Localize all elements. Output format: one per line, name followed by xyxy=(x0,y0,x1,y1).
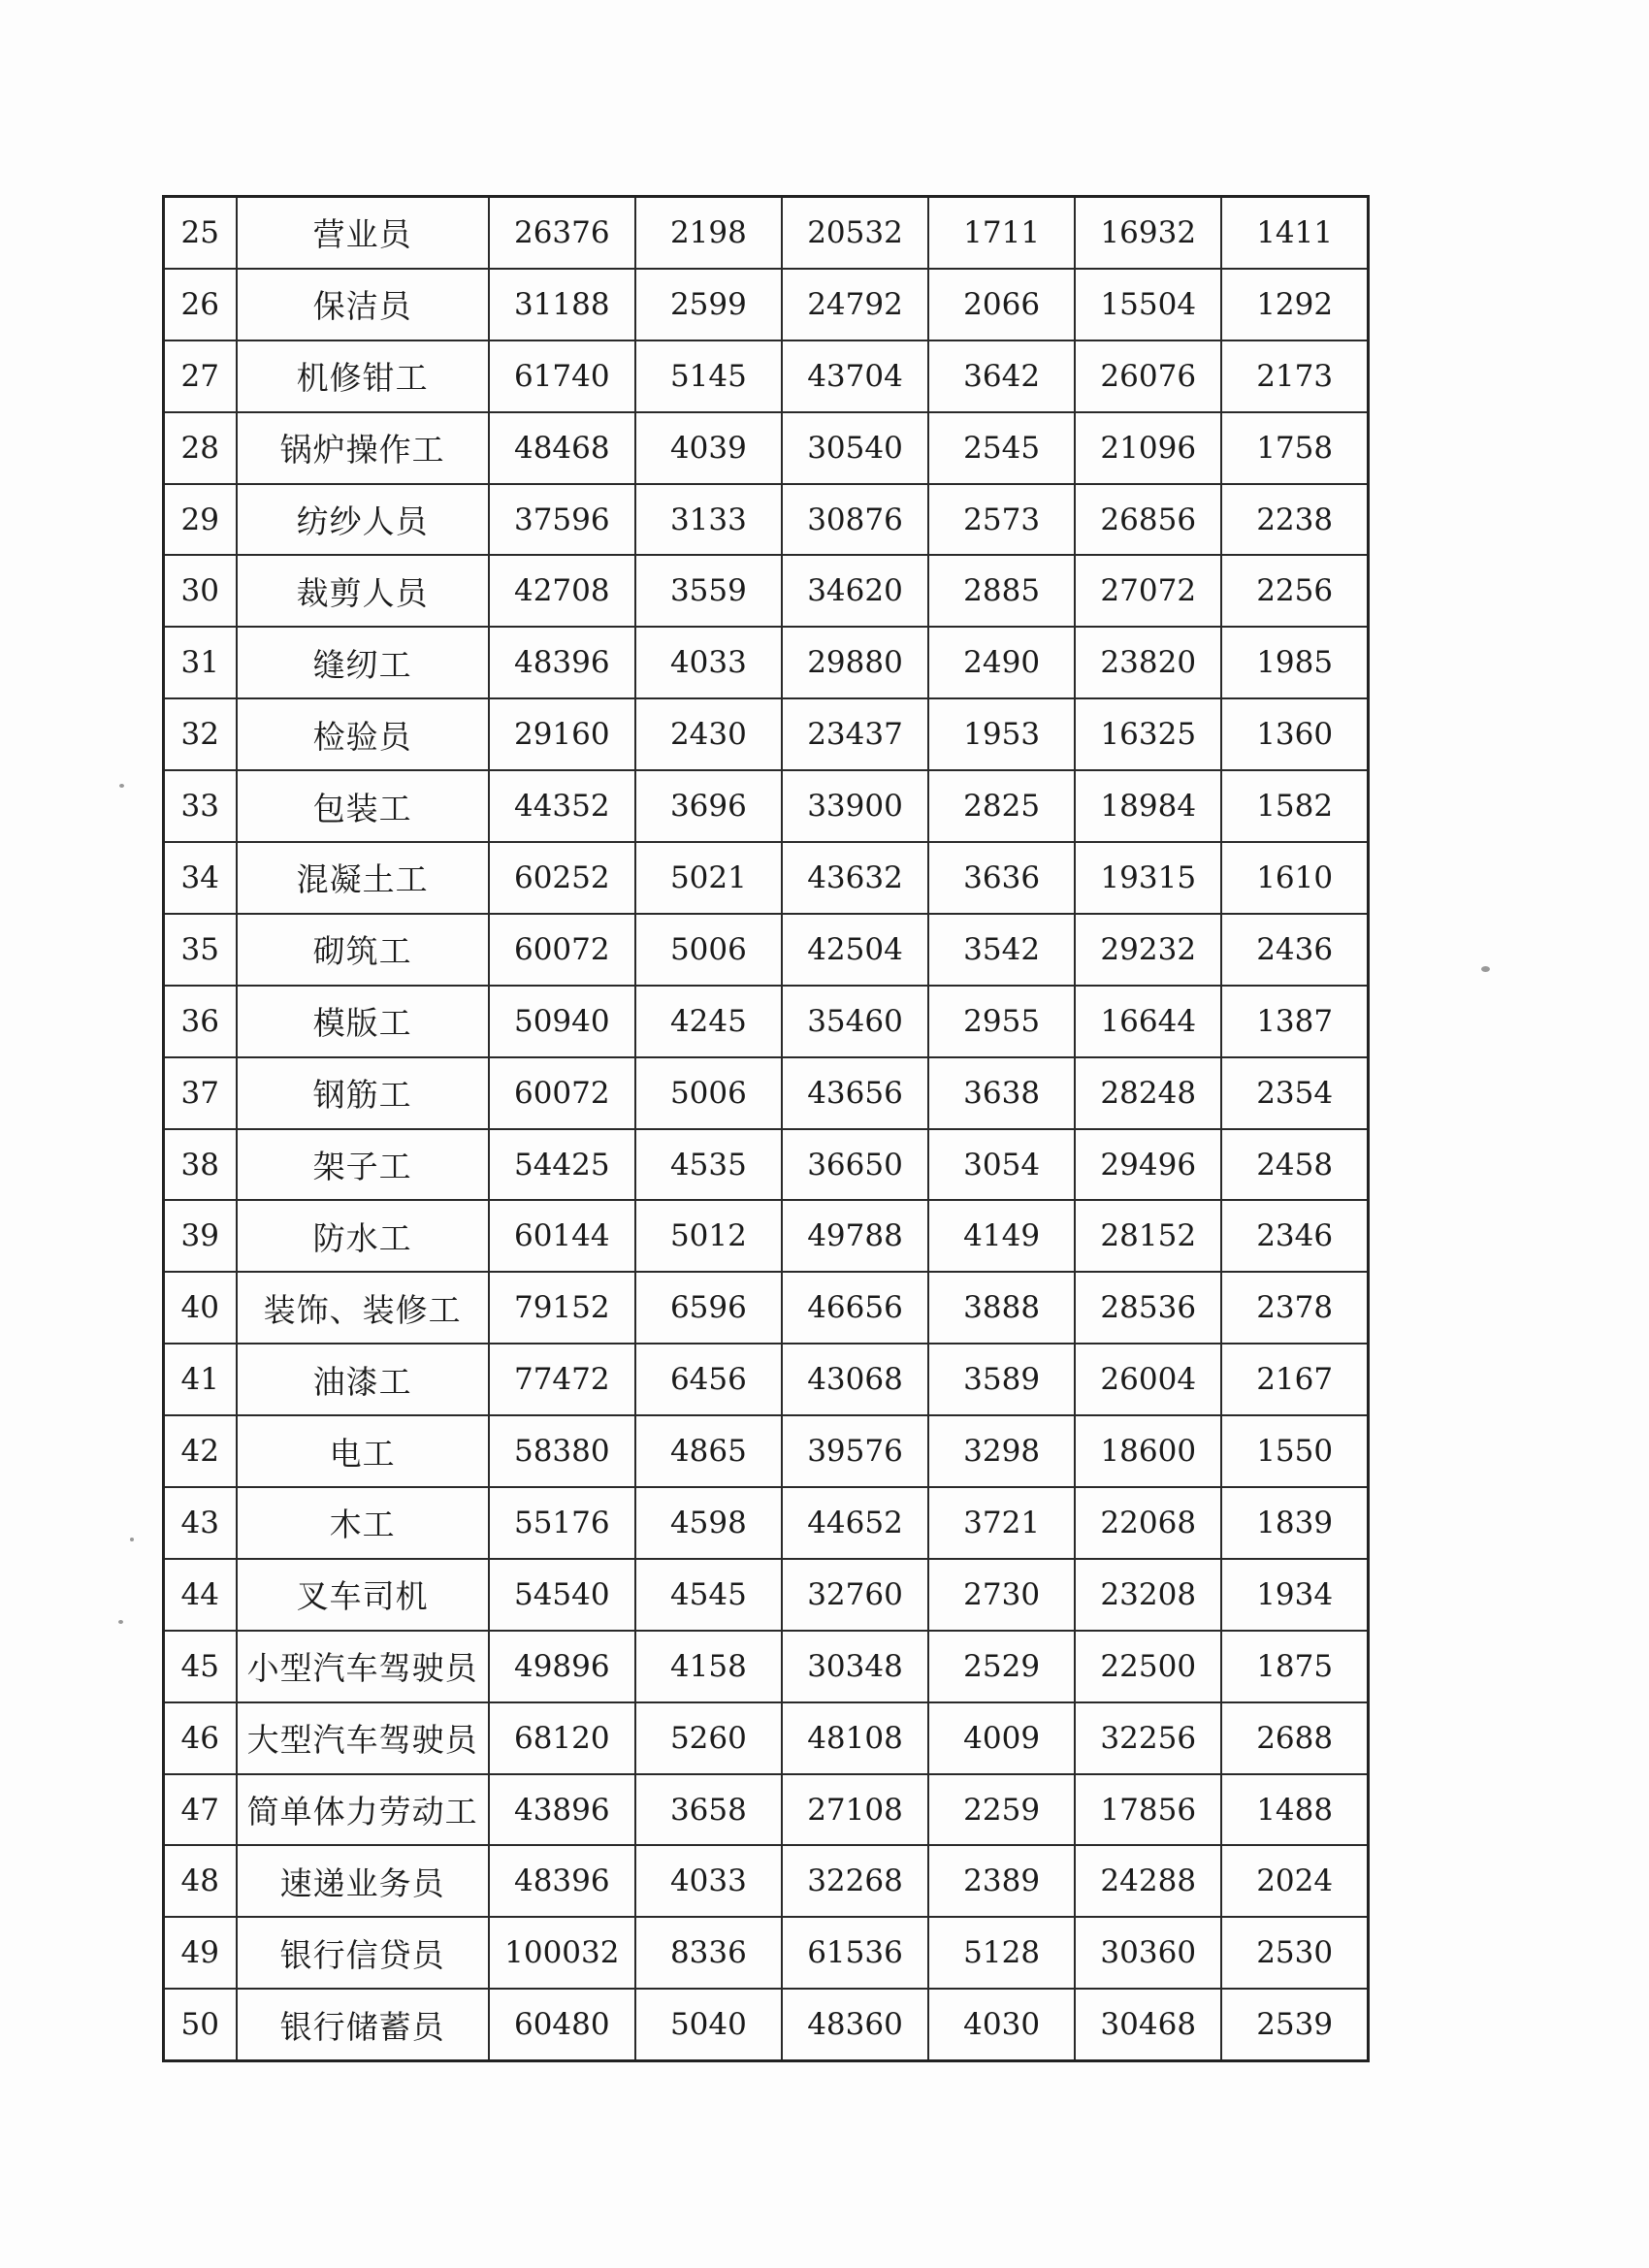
value-cell-col-3: 43068 xyxy=(782,1344,928,1415)
occupation-name-cell: 油漆工 xyxy=(237,1344,489,1415)
value-cell-col-6: 2688 xyxy=(1221,1702,1368,1774)
value-cell-col-3: 43632 xyxy=(782,842,928,914)
value-cell-col-5: 28536 xyxy=(1075,1272,1221,1344)
value-cell-col-2: 4545 xyxy=(635,1559,782,1631)
value-cell-col-3: 48360 xyxy=(782,1989,928,2060)
occupation-name-cell: 营业员 xyxy=(237,197,489,269)
value-cell-col-2: 5260 xyxy=(635,1702,782,1774)
value-cell-col-2: 4033 xyxy=(635,627,782,698)
value-cell-col-6: 2530 xyxy=(1221,1917,1368,1989)
value-cell-col-3: 61536 xyxy=(782,1917,928,1989)
occupation-name-cell: 装饰、装修工 xyxy=(237,1272,489,1344)
scan-speck xyxy=(1481,966,1490,972)
table-row xyxy=(164,1344,1369,1415)
value-cell-col-3: 49788 xyxy=(782,1200,928,1272)
row-number-cell: 46 xyxy=(164,1702,237,1774)
value-cell-col-6: 1610 xyxy=(1221,842,1368,914)
table-row xyxy=(164,698,1369,770)
value-cell-col-4: 3054 xyxy=(928,1129,1075,1201)
value-cell-col-3: 30540 xyxy=(782,412,928,484)
value-cell-col-2: 5145 xyxy=(635,340,782,412)
value-cell-col-4: 4149 xyxy=(928,1200,1075,1272)
value-cell-col-3: 39576 xyxy=(782,1415,928,1487)
value-cell-col-1: 31188 xyxy=(489,269,635,340)
table-row xyxy=(164,1415,1369,1487)
value-cell-col-6: 2354 xyxy=(1221,1057,1368,1129)
table-row xyxy=(164,986,1369,1057)
value-cell-col-4: 3721 xyxy=(928,1487,1075,1559)
value-cell-col-3: 30348 xyxy=(782,1631,928,1702)
row-number-cell: 37 xyxy=(164,1057,237,1129)
table-row xyxy=(164,412,1369,484)
value-cell-col-1: 60072 xyxy=(489,1057,635,1129)
value-cell-col-6: 2256 xyxy=(1221,555,1368,627)
value-cell-col-6: 1387 xyxy=(1221,986,1368,1057)
value-cell-col-2: 3658 xyxy=(635,1774,782,1846)
occupation-name-cell: 保洁员 xyxy=(237,269,489,340)
value-cell-col-1: 37596 xyxy=(489,484,635,556)
row-number-cell: 31 xyxy=(164,627,237,698)
table-body xyxy=(164,197,1369,2061)
value-cell-col-5: 17856 xyxy=(1075,1774,1221,1846)
value-cell-col-5: 22068 xyxy=(1075,1487,1221,1559)
value-cell-col-2: 4158 xyxy=(635,1631,782,1702)
value-cell-col-4: 2529 xyxy=(928,1631,1075,1702)
value-cell-col-4: 5128 xyxy=(928,1917,1075,1989)
table-row xyxy=(164,340,1369,412)
value-cell-col-6: 1985 xyxy=(1221,627,1368,698)
value-cell-col-2: 4865 xyxy=(635,1415,782,1487)
occupation-name-cell: 锅炉操作工 xyxy=(237,412,489,484)
value-cell-col-1: 54425 xyxy=(489,1129,635,1201)
occupation-name-cell: 叉车司机 xyxy=(237,1559,489,1631)
value-cell-col-1: 43896 xyxy=(489,1774,635,1846)
occupation-name-cell: 钢筋工 xyxy=(237,1057,489,1129)
value-cell-col-5: 30468 xyxy=(1075,1989,1221,2060)
value-cell-col-4: 3542 xyxy=(928,914,1075,986)
row-number-cell: 44 xyxy=(164,1559,237,1631)
value-cell-col-3: 34620 xyxy=(782,555,928,627)
occupation-name-cell: 检验员 xyxy=(237,698,489,770)
occupation-name-cell: 防水工 xyxy=(237,1200,489,1272)
value-cell-col-6: 1758 xyxy=(1221,412,1368,484)
value-cell-col-4: 2573 xyxy=(928,484,1075,556)
row-number-cell: 26 xyxy=(164,269,237,340)
value-cell-col-5: 26004 xyxy=(1075,1344,1221,1415)
value-cell-col-4: 1711 xyxy=(928,197,1075,269)
value-cell-col-1: 79152 xyxy=(489,1272,635,1344)
value-cell-col-5: 29496 xyxy=(1075,1129,1221,1201)
occupation-name-cell: 速递业务员 xyxy=(237,1845,489,1917)
occupation-name-cell: 银行信贷员 xyxy=(237,1917,489,1989)
value-cell-col-3: 23437 xyxy=(782,698,928,770)
value-cell-col-4: 2259 xyxy=(928,1774,1075,1846)
scan-speck xyxy=(118,1620,123,1624)
value-cell-col-5: 16644 xyxy=(1075,986,1221,1057)
value-cell-col-2: 4598 xyxy=(635,1487,782,1559)
value-cell-col-6: 1839 xyxy=(1221,1487,1368,1559)
value-cell-col-5: 15504 xyxy=(1075,269,1221,340)
value-cell-col-1: 44352 xyxy=(489,770,635,842)
table-row xyxy=(164,484,1369,556)
value-cell-col-5: 27072 xyxy=(1075,555,1221,627)
value-cell-col-4: 3589 xyxy=(928,1344,1075,1415)
value-cell-col-6: 1292 xyxy=(1221,269,1368,340)
row-number-cell: 42 xyxy=(164,1415,237,1487)
occupation-name-cell: 银行储蓄员 xyxy=(237,1989,489,2060)
row-number-cell: 29 xyxy=(164,484,237,556)
value-cell-col-1: 60144 xyxy=(489,1200,635,1272)
row-number-cell: 35 xyxy=(164,914,237,986)
table-row xyxy=(164,770,1369,842)
value-cell-col-3: 24792 xyxy=(782,269,928,340)
value-cell-col-5: 22500 xyxy=(1075,1631,1221,1702)
value-cell-col-5: 23820 xyxy=(1075,627,1221,698)
occupation-name-cell: 包装工 xyxy=(237,770,489,842)
value-cell-col-6: 2436 xyxy=(1221,914,1368,986)
occupation-name-cell: 砌筑工 xyxy=(237,914,489,986)
occupation-name-cell: 简单体力劳动工 xyxy=(237,1774,489,1846)
value-cell-col-1: 48468 xyxy=(489,412,635,484)
table-row xyxy=(164,842,1369,914)
occupation-name-cell: 架子工 xyxy=(237,1129,489,1201)
row-number-cell: 33 xyxy=(164,770,237,842)
value-cell-col-2: 2198 xyxy=(635,197,782,269)
value-cell-col-2: 4039 xyxy=(635,412,782,484)
value-cell-col-4: 2730 xyxy=(928,1559,1075,1631)
value-cell-col-3: 32760 xyxy=(782,1559,928,1631)
value-cell-col-6: 2173 xyxy=(1221,340,1368,412)
value-cell-col-5: 29232 xyxy=(1075,914,1221,986)
value-cell-col-6: 2378 xyxy=(1221,1272,1368,1344)
value-cell-col-6: 2346 xyxy=(1221,1200,1368,1272)
value-cell-col-3: 42504 xyxy=(782,914,928,986)
row-number-cell: 25 xyxy=(164,197,237,269)
value-cell-col-6: 1411 xyxy=(1221,197,1368,269)
value-cell-col-6: 2539 xyxy=(1221,1989,1368,2060)
row-number-cell: 47 xyxy=(164,1774,237,1846)
value-cell-col-4: 3642 xyxy=(928,340,1075,412)
row-number-cell: 38 xyxy=(164,1129,237,1201)
value-cell-col-3: 43704 xyxy=(782,340,928,412)
table-row xyxy=(164,1200,1369,1272)
row-number-cell: 39 xyxy=(164,1200,237,1272)
value-cell-col-1: 42708 xyxy=(489,555,635,627)
row-number-cell: 27 xyxy=(164,340,237,412)
value-cell-col-1: 48396 xyxy=(489,627,635,698)
table-row xyxy=(164,555,1369,627)
value-cell-col-6: 2167 xyxy=(1221,1344,1368,1415)
occupation-name-cell: 木工 xyxy=(237,1487,489,1559)
table-row xyxy=(164,1845,1369,1917)
row-number-cell: 34 xyxy=(164,842,237,914)
value-cell-col-5: 30360 xyxy=(1075,1917,1221,1989)
value-cell-col-5: 23208 xyxy=(1075,1559,1221,1631)
value-cell-col-1: 100032 xyxy=(489,1917,635,1989)
value-cell-col-6: 2458 xyxy=(1221,1129,1368,1201)
value-cell-col-3: 46656 xyxy=(782,1272,928,1344)
occupation-name-cell: 裁剪人员 xyxy=(237,555,489,627)
table-row xyxy=(164,1989,1369,2060)
value-cell-col-6: 1582 xyxy=(1221,770,1368,842)
table-row xyxy=(164,1272,1369,1344)
occupation-name-cell: 大型汽车驾驶员 xyxy=(237,1702,489,1774)
value-cell-col-2: 4245 xyxy=(635,986,782,1057)
table-row xyxy=(164,1129,1369,1201)
value-cell-col-1: 61740 xyxy=(489,340,635,412)
value-cell-col-4: 3636 xyxy=(928,842,1075,914)
value-cell-col-2: 3559 xyxy=(635,555,782,627)
table-row xyxy=(164,914,1369,986)
value-cell-col-4: 1953 xyxy=(928,698,1075,770)
value-cell-col-3: 43656 xyxy=(782,1057,928,1129)
occupation-name-cell: 小型汽车驾驶员 xyxy=(237,1631,489,1702)
value-cell-col-4: 3638 xyxy=(928,1057,1075,1129)
value-cell-col-1: 26376 xyxy=(489,197,635,269)
value-cell-col-1: 60252 xyxy=(489,842,635,914)
value-cell-col-2: 5006 xyxy=(635,914,782,986)
value-cell-col-5: 26076 xyxy=(1075,340,1221,412)
row-number-cell: 45 xyxy=(164,1631,237,1702)
table-row xyxy=(164,1631,1369,1702)
value-cell-col-3: 48108 xyxy=(782,1702,928,1774)
value-cell-col-2: 5012 xyxy=(635,1200,782,1272)
value-cell-col-3: 20532 xyxy=(782,197,928,269)
table-row xyxy=(164,1702,1369,1774)
value-cell-col-2: 5006 xyxy=(635,1057,782,1129)
occupation-name-cell: 缝纫工 xyxy=(237,627,489,698)
value-cell-col-5: 28152 xyxy=(1075,1200,1221,1272)
value-cell-col-6: 2024 xyxy=(1221,1845,1368,1917)
value-cell-col-4: 4009 xyxy=(928,1702,1075,1774)
value-cell-col-1: 60480 xyxy=(489,1989,635,2060)
value-cell-col-1: 77472 xyxy=(489,1344,635,1415)
table-row xyxy=(164,269,1369,340)
value-cell-col-1: 49896 xyxy=(489,1631,635,1702)
value-cell-col-3: 44652 xyxy=(782,1487,928,1559)
value-cell-col-1: 55176 xyxy=(489,1487,635,1559)
value-cell-col-3: 29880 xyxy=(782,627,928,698)
occupation-name-cell: 纺纱人员 xyxy=(237,484,489,556)
value-cell-col-6: 1360 xyxy=(1221,698,1368,770)
row-number-cell: 41 xyxy=(164,1344,237,1415)
value-cell-col-1: 29160 xyxy=(489,698,635,770)
value-cell-col-3: 35460 xyxy=(782,986,928,1057)
value-cell-col-1: 50940 xyxy=(489,986,635,1057)
value-cell-col-3: 36650 xyxy=(782,1129,928,1201)
value-cell-col-5: 18600 xyxy=(1075,1415,1221,1487)
value-cell-col-5: 26856 xyxy=(1075,484,1221,556)
value-cell-col-4: 2490 xyxy=(928,627,1075,698)
value-cell-col-3: 33900 xyxy=(782,770,928,842)
value-cell-col-4: 4030 xyxy=(928,1989,1075,2060)
value-cell-col-2: 4535 xyxy=(635,1129,782,1201)
value-cell-col-2: 2430 xyxy=(635,698,782,770)
value-cell-col-1: 48396 xyxy=(489,1845,635,1917)
value-cell-col-2: 3696 xyxy=(635,770,782,842)
row-number-cell: 30 xyxy=(164,555,237,627)
value-cell-col-2: 3133 xyxy=(635,484,782,556)
value-cell-col-3: 27108 xyxy=(782,1774,928,1846)
value-cell-col-4: 2955 xyxy=(928,986,1075,1057)
value-cell-col-2: 4033 xyxy=(635,1845,782,1917)
row-number-cell: 28 xyxy=(164,412,237,484)
value-cell-col-4: 2389 xyxy=(928,1845,1075,1917)
value-cell-col-6: 1875 xyxy=(1221,1631,1368,1702)
value-cell-col-6: 1550 xyxy=(1221,1415,1368,1487)
value-cell-col-3: 32268 xyxy=(782,1845,928,1917)
row-number-cell: 43 xyxy=(164,1487,237,1559)
value-cell-col-1: 60072 xyxy=(489,914,635,986)
value-cell-col-2: 8336 xyxy=(635,1917,782,1989)
value-cell-col-5: 16325 xyxy=(1075,698,1221,770)
occupation-name-cell: 机修钳工 xyxy=(237,340,489,412)
value-cell-col-4: 2825 xyxy=(928,770,1075,842)
value-cell-col-5: 18984 xyxy=(1075,770,1221,842)
occupation-name-cell: 电工 xyxy=(237,1415,489,1487)
value-cell-col-5: 21096 xyxy=(1075,412,1221,484)
occupation-name-cell: 混凝土工 xyxy=(237,842,489,914)
scan-speck xyxy=(119,784,124,788)
row-number-cell: 49 xyxy=(164,1917,237,1989)
table-row xyxy=(164,1057,1369,1129)
value-cell-col-5: 28248 xyxy=(1075,1057,1221,1129)
wage-table xyxy=(162,195,1370,2062)
value-cell-col-4: 3298 xyxy=(928,1415,1075,1487)
scan-speck xyxy=(130,1538,134,1541)
value-cell-col-4: 2545 xyxy=(928,412,1075,484)
occupation-name-cell: 模版工 xyxy=(237,986,489,1057)
table-row xyxy=(164,1487,1369,1559)
value-cell-col-2: 5021 xyxy=(635,842,782,914)
value-cell-col-5: 19315 xyxy=(1075,842,1221,914)
table-row xyxy=(164,1917,1369,1989)
table-row xyxy=(164,1559,1369,1631)
value-cell-col-4: 2066 xyxy=(928,269,1075,340)
value-cell-col-4: 3888 xyxy=(928,1272,1075,1344)
row-number-cell: 36 xyxy=(164,986,237,1057)
value-cell-col-2: 2599 xyxy=(635,269,782,340)
row-number-cell: 50 xyxy=(164,1989,237,2060)
table-row xyxy=(164,1774,1369,1846)
row-number-cell: 32 xyxy=(164,698,237,770)
value-cell-col-1: 68120 xyxy=(489,1702,635,1774)
value-cell-col-5: 32256 xyxy=(1075,1702,1221,1774)
value-cell-col-2: 6596 xyxy=(635,1272,782,1344)
value-cell-col-1: 54540 xyxy=(489,1559,635,1631)
row-number-cell: 40 xyxy=(164,1272,237,1344)
value-cell-col-2: 5040 xyxy=(635,1989,782,2060)
value-cell-col-4: 2885 xyxy=(928,555,1075,627)
value-cell-col-5: 24288 xyxy=(1075,1845,1221,1917)
value-cell-col-5: 16932 xyxy=(1075,197,1221,269)
value-cell-col-6: 2238 xyxy=(1221,484,1368,556)
value-cell-col-2: 6456 xyxy=(635,1344,782,1415)
table-row xyxy=(164,197,1369,269)
value-cell-col-6: 1934 xyxy=(1221,1559,1368,1631)
table-row xyxy=(164,627,1369,698)
value-cell-col-1: 58380 xyxy=(489,1415,635,1487)
row-number-cell: 48 xyxy=(164,1845,237,1917)
value-cell-col-3: 30876 xyxy=(782,484,928,556)
value-cell-col-6: 1488 xyxy=(1221,1774,1368,1846)
